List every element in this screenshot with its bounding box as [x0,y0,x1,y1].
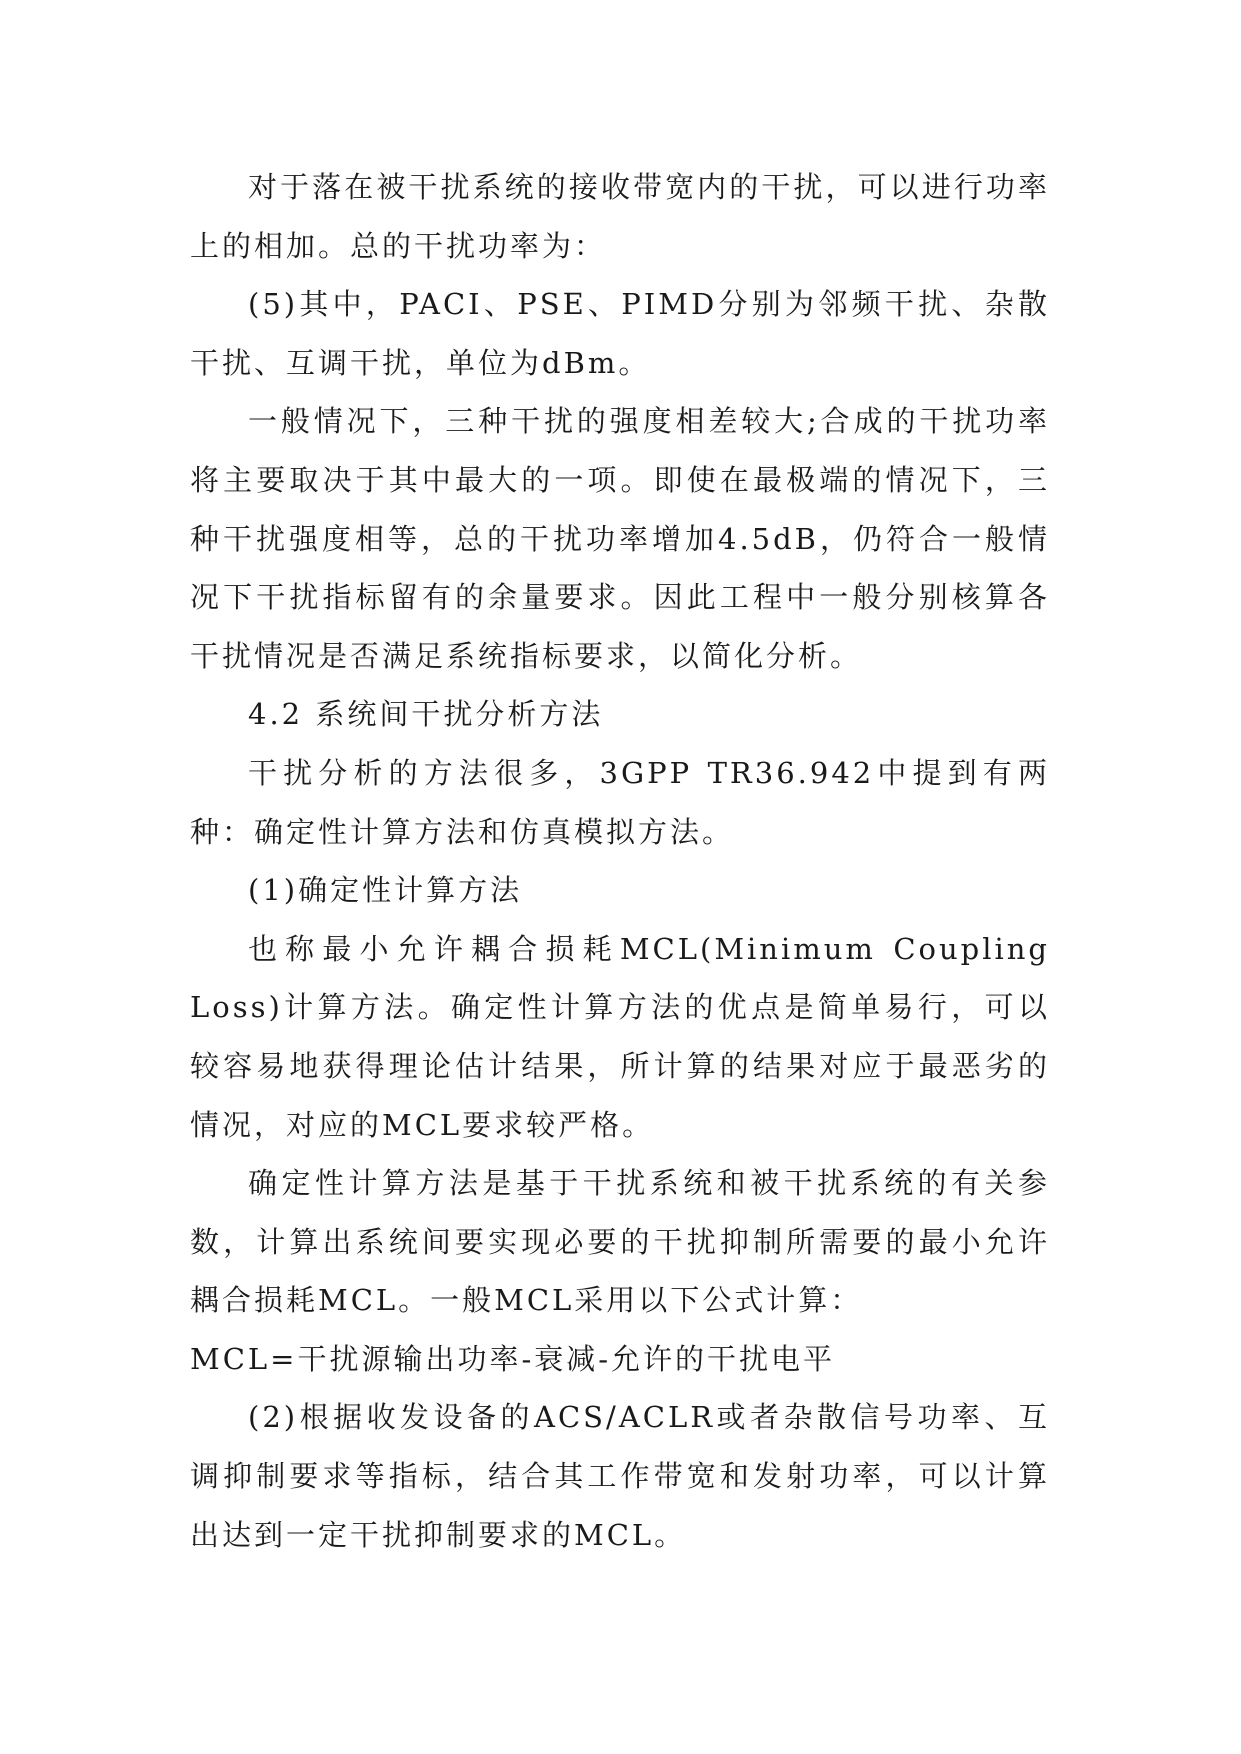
paragraph-mcl-definition: 也称最小允许耦合损耗MCL(Minimum Coupling Loss)计算方法。确定性计算方法的优点是简单易行，可以较容易地获得理论估计结果，所计算的结果对应于最恶劣的情况，对应的MCL要求较严格。 [190,931,1050,1142]
section-heading-4-2: 4.2 系统间干扰分析方法 [248,697,604,732]
document-body [190,158,1050,1564]
paragraph-general-case: 一般情况下，三种干扰的强度相差较大;合成的干扰功率将主要取决于其中最大的一项。即使在最极端的情况下，三种干扰强度相等，总的干扰功率增加4.5dB，仍符合一般情况下干扰指标留有的余量要求。因此工程中一般分别核算各干扰情况是否满足系统指标要求，以简化分析。 [190,404,1050,673]
paragraph-interference-types: (5)其中，PACI、PSE、PIMD分别为邻频干扰、杂散干扰、互调干扰，单位为dBm。 [190,287,1050,380]
paragraph-analysis-methods: 干扰分析的方法很多，3GPP TR36.942中提到有两种：确定性计算方法和仿真模拟方法。 [190,755,1050,849]
subheading-deterministic-method: (1)确定性计算方法 [248,873,523,908]
paragraph-power-summation: 对于落在被干扰系统的接收带宽内的干扰，可以进行功率上的相加。总的干扰功率为： [190,170,1050,263]
paragraph-acs-aclr: (2)根据收发设备的ACS/ACLR或者杂散信号功率、互调抑制要求等指标，结合其工作带宽和发射功率，可以计算出达到一定干扰抑制要求的MCL。 [190,1400,1050,1552]
paragraph-mcl-basis: 确定性计算方法是基于干扰系统和被干扰系统的有关参数，计算出系统间要实现必要的干扰抑制所需要的最小允许耦合损耗MCL。一般MCL采用以下公式计算： [190,1166,1050,1318]
mcl-formula: MCL=干扰源输出功率-衰减-允许的干扰电平 [190,1341,836,1376]
